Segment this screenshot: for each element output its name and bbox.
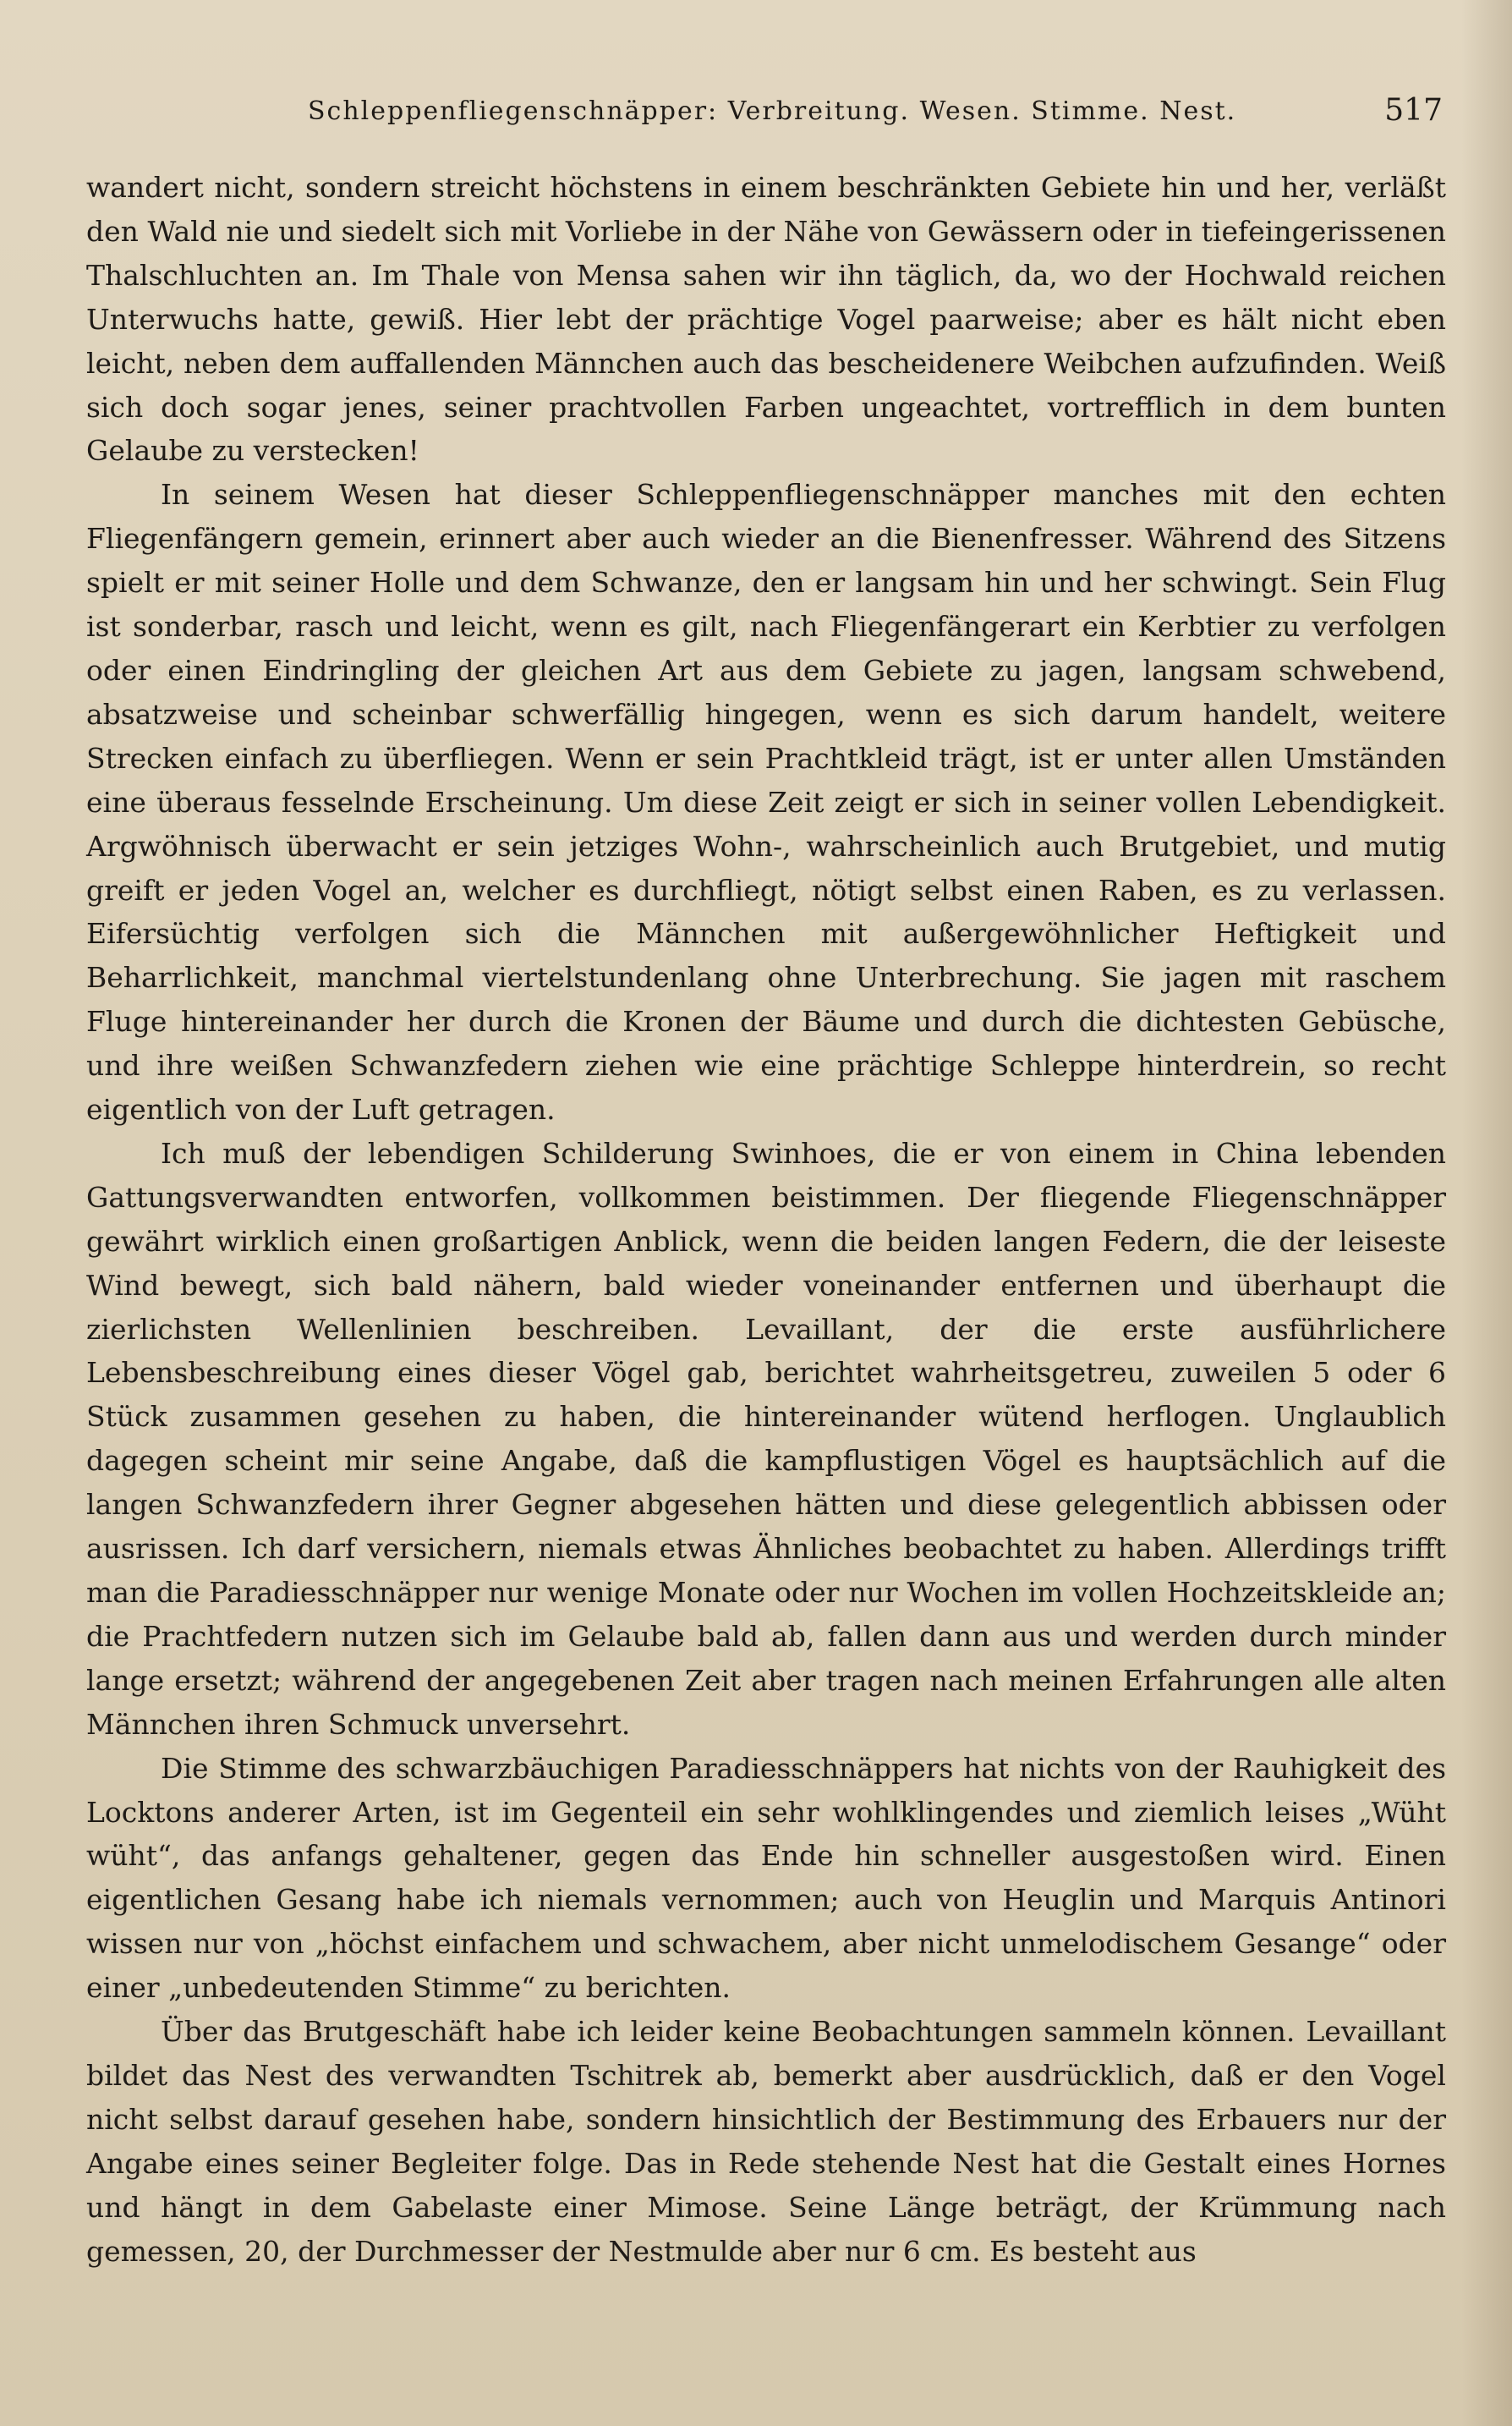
- body-text: [86, 166, 1446, 2274]
- page-header: [86, 90, 1448, 140]
- paragraph-2: In seinem Wesen hat dieser Schleppenfliegenschnäpper manches mit den echten Fliegenfängern gemein, erinnert aber auch wieder an die Bienenfresser. Während des Sitzens spielt er mit seiner Holle und dem Schwanze, den er langsam hin und her schwingt. Sein Flug ist sonderbar, rasch und leicht, wenn es gilt, nach Fliegenfängerart ein Kerbtier zu verfolgen oder einen Eindringling der gleichen Art aus dem Gebiete zu jagen, langsam schwebend, absatzweise und scheinbar schwerfällig hingegen, wenn es sich darum handelt, weitere Strecken einfach zu überfliegen. Wenn er sein Prachtkleid trägt, ist er unter allen Umständen eine überaus fesselnde Erscheinung. Um diese Zeit zeigt er sich in seiner vollen Lebendigkeit. Argwöhnisch überwacht er sein jetziges Wohn-, wahrscheinlich auch Brutgebiet, und mutig greift er jeden Vogel an, welcher es durchfliegt, nötigt selbst einen Raben, es zu verlassen. Eifersüchtig verfolgen sich die Männchen mit außergewöhnlicher Heftigkeit und Beharrlichkeit, manchmal viertelstundenlang ohne Unterbrechung. Sie jagen mit raschem Fluge hintereinander her durch die Kronen der Bäume und durch die dichtesten Gebüsche, und ihre weißen Schwanzfedern ziehen wie eine prächtige Schleppe hinterdrein, so recht eigentlich von der Luft getragen.: [86, 478, 1446, 1127]
- page-number: 517: [1384, 93, 1443, 128]
- paragraph-1: wandert nicht, sondern streicht höchstens in einem beschränkten Gebiete hin und her, verläßt den Wald nie und siedelt sich mit Vorliebe in der Nähe von Gewässern oder in tiefeingerissenen Thalschluchten an. Im Thale von Mensa sahen wir ihn täglich, da, wo der Hochwald reichen Unterwuchs hatte, gewiß. Hier lebt der prächtige Vogel paarweise; aber es hält nicht eben leicht, neben dem auffallenden Männchen auch das bescheidenere Weibchen aufzufinden. Weiß sich doch sogar jenes, seiner prachtvollen Farben ungeachtet, vortrefflich in dem bunten Gelaube zu verstecken!: [86, 171, 1446, 468]
- paragraph-4: Die Stimme des schwarzbäuchigen Paradiesschnäppers hat nichts von der Rauhigkeit des Locktons anderer Arten, ist im Gegenteil ein sehr wohlklingendes und ziemlich leises „Wüht wüht“, das anfangs gehaltener, gegen das Ende hin schneller ausgestoßen wird. Einen eigentlichen Gesang habe ich niemals vernommen; auch von Heuglin und Marquis Antinori wissen nur von „höchst einfachem und schwachem, aber nicht unmelodischem Gesange“ oder einer „unbedeutenden Stimme“ zu berichten.: [86, 1751, 1446, 2005]
- paragraph-5: Über das Brutgeschäft habe ich leider keine Beobachtungen sammeln können. Levaillant bildet das Nest des verwandten Tschitrek ab, bemerkt aber ausdrücklich, daß er den Vogel nicht selbst darauf gesehen habe, sondern hinsichtlich der Bestimmung des Erbauers nur der Angabe eines seiner Begleiter folge. Das in Rede stehende Nest hat die Gestalt eines Hornes und hängt in dem Gabelaste einer Mimose. Seine Länge beträgt, der Krümmung nach gemessen, 20, der Durchmesser der Nestmulde aber nur 6 cm. Es besteht aus: [86, 2015, 1446, 2268]
- running-head: Schleppenfliegenschnäpper: Verbreitung. Wesen. Stimme. Nest.: [308, 96, 1237, 126]
- paragraph-3: Ich muß der lebendigen Schilderung Swinhoes, die er von einem in China lebenden Gattungsverwandten entworfen, vollkommen beistimmen. Der fliegende Fliegenschnäpper gewährt wirklich einen großartigen Anblick, wenn die beiden langen Federn, die der leiseste Wind bewegt, sich bald nähern, bald wieder voneinander entfernen und überhaupt die zierlichsten Wellenlinien beschreiben. Levaillant, der die erste ausführlichere Lebensbeschreibung eines dieser Vögel gab, berichtet wahrheitsgetreu, zuweilen 5 oder 6 Stück zusammen gesehen zu haben, die hintereinander wütend herflogen. Unglaublich dagegen scheint mir seine Angabe, daß die kampflustigen Vögel es hauptsächlich auf die langen Schwanzfedern ihrer Gegner abgesehen hätten und diese gelegentlich abbissen oder ausrissen. Ich darf versichern, niemals etwas Ähnliches beobachtet zu haben. Allerdings trifft man die Paradiesschnäpper nur wenige Monate oder nur Wochen im vollen Hochzeitskleide an; die Prachtfedern nutzen sich im Gelaube bald ab, fallen dann aus und werden durch minder lange ersetzt; während der angegebenen Zeit aber tragen nach meinen Erfahrungen alle alten Männchen ihren Schmuck unversehrt.: [86, 1136, 1446, 1741]
